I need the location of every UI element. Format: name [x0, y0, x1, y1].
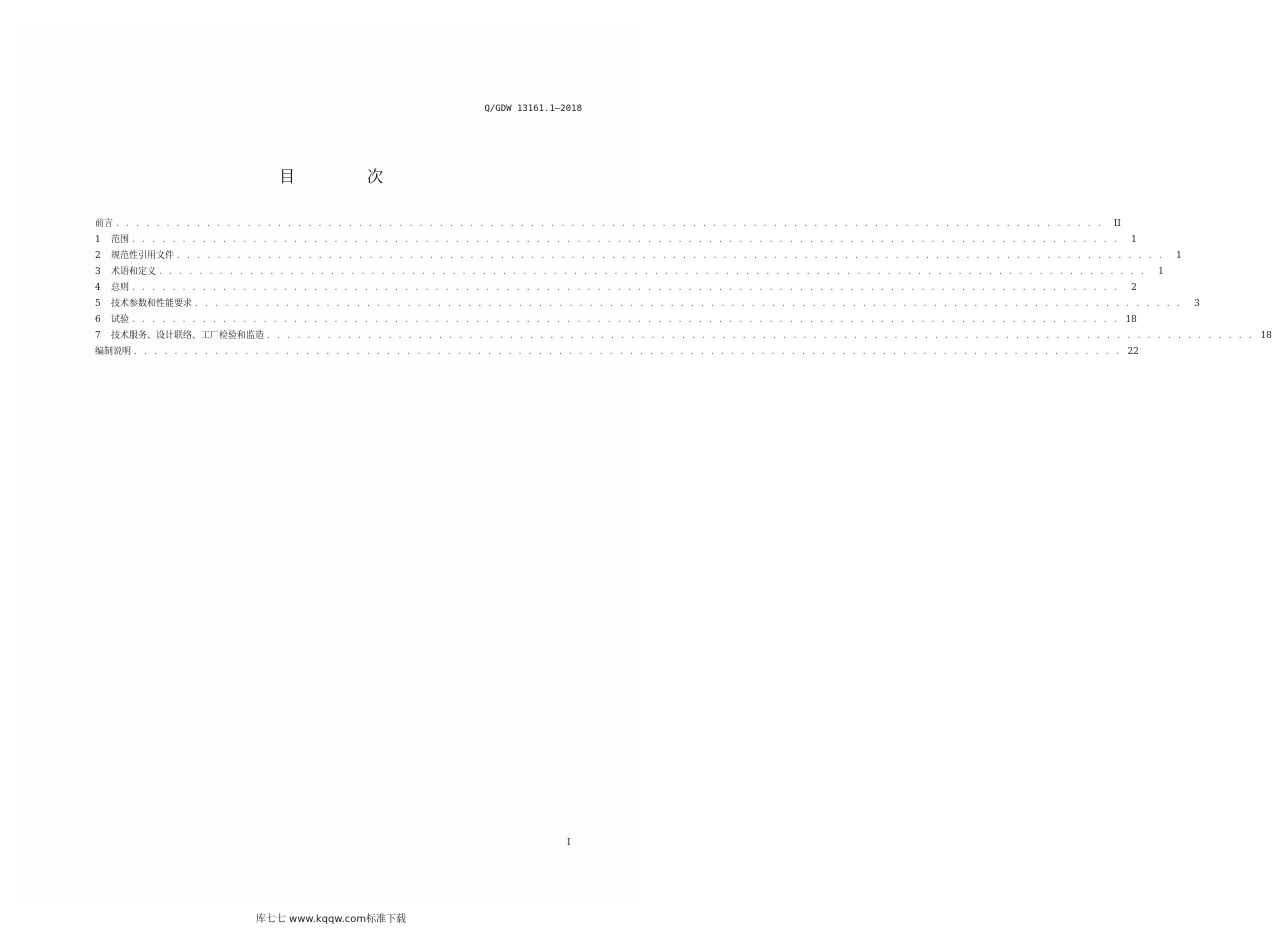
table-of-contents	[95, 216, 1272, 360]
toc-entry-number: 5	[95, 299, 101, 309]
document-page	[22, 24, 640, 904]
toc-entry-terms-definitions[interactable]	[95, 264, 1164, 280]
toc-entry-tests[interactable]	[95, 312, 1137, 328]
toc-entry-number: 7	[95, 331, 101, 341]
toc-entry-label: 总则	[111, 283, 130, 293]
toc-entry-compilation-notes[interactable]	[95, 344, 1139, 360]
toc-leader-dots: . . . . . . . . . . . . . . . . . . . . . . . . . . . . . . . . . . . . . . . . . . . . . . . . . . . . . . . . . . . . . . . . . . . . . . . . . . . . . . . . . . . . . . . . . . . . . . . . . .	[134, 347, 1121, 357]
toc-leader-dots: . . . . . . . . . . . . . . . . . . . . . . . . . . . . . . . . . . . . . . . . . . . . . . . . . . . . . . . . . . . . . . . . . . . . . . . . . . . . . . . . . . . . . . . . . . . . . . . . . .	[132, 235, 1119, 245]
toc-entry-label: 技术参数和性能要求	[111, 299, 193, 309]
toc-entry-page: 1	[1176, 251, 1182, 261]
toc-entry-page: 18	[1260, 331, 1272, 341]
toc-entry-normative-references[interactable]	[95, 248, 1182, 264]
toc-entry-label: 前言	[95, 219, 114, 229]
toc-entry-page: 3	[1194, 299, 1200, 309]
toc-entry-page: 18	[1125, 315, 1137, 325]
toc-leader-dots: . . . . . . . . . . . . . . . . . . . . . . . . . . . . . . . . . . . . . . . . . . . . . . . . . . . . . . . . . . . . . . . . . . . . . . . . . . . . . . . . . . . . . . . . . . . . . . . . . .	[159, 267, 1146, 277]
toc-entry-label: 编制说明	[95, 347, 132, 357]
toc-entry-scope[interactable]	[95, 232, 1137, 248]
toc-leader-dots: . . . . . . . . . . . . . . . . . . . . . . . . . . . . . . . . . . . . . . . . . . . . . . . . . . . . . . . . . . . . . . . . . . . . . . . . . . . . . . . . . . . . . . . . . . . . . . . . . .	[267, 331, 1254, 341]
toc-entry-number: 2	[95, 251, 101, 261]
toc-entry-page: 1	[1131, 235, 1137, 245]
document-code: Q/GDW 13161.1—2018	[484, 104, 582, 114]
toc-leader-dots: . . . . . . . . . . . . . . . . . . . . . . . . . . . . . . . . . . . . . . . . . . . . . . . . . . . . . . . . . . . . . . . . . . . . . . . . . . . . . . . . . . . . . . . . . . . . . . . . . .	[177, 251, 1164, 261]
toc-entry-label: 范围	[111, 235, 130, 245]
toc-entry-general[interactable]	[95, 280, 1137, 296]
toc-entry-number: 6	[95, 315, 101, 325]
toc-entry-page: 2	[1131, 283, 1137, 293]
toc-entry-foreword[interactable]	[95, 216, 1121, 232]
page-number: I	[567, 838, 571, 848]
toc-entry-page: 1	[1158, 267, 1164, 277]
toc-entry-number: 3	[95, 267, 101, 277]
toc-entry-label: 规范性引用文件	[111, 251, 175, 261]
toc-leader-dots: . . . . . . . . . . . . . . . . . . . . . . . . . . . . . . . . . . . . . . . . . . . . . . . . . . . . . . . . . . . . . . . . . . . . . . . . . . . . . . . . . . . . . . . . . . . . . . . . . .	[116, 219, 1103, 229]
toc-entry-technical-parameters[interactable]	[95, 296, 1200, 312]
toc-entry-label: 试验	[111, 315, 130, 325]
toc-leader-dots: . . . . . . . . . . . . . . . . . . . . . . . . . . . . . . . . . . . . . . . . . . . . . . . . . . . . . . . . . . . . . . . . . . . . . . . . . . . . . . . . . . . . . . . . . . . . . . . . . .	[132, 283, 1119, 293]
toc-entry-number: 4	[95, 283, 101, 293]
toc-entry-page: II	[1113, 219, 1121, 229]
toc-title: 目 次	[278, 167, 411, 186]
toc-entry-label: 术语和定义	[111, 267, 157, 277]
toc-leader-dots: . . . . . . . . . . . . . . . . . . . . . . . . . . . . . . . . . . . . . . . . . . . . . . . . . . . . . . . . . . . . . . . . . . . . . . . . . . . . . . . . . . . . . . . . . . . . . . . . . .	[195, 299, 1182, 309]
toc-entry-technical-service[interactable]	[95, 328, 1272, 344]
footer-watermark: 库七七 www.kqqw.com标准下载	[255, 914, 407, 925]
toc-leader-dots: . . . . . . . . . . . . . . . . . . . . . . . . . . . . . . . . . . . . . . . . . . . . . . . . . . . . . . . . . . . . . . . . . . . . . . . . . . . . . . . . . . . . . . . . . . . . . . . . . .	[132, 315, 1119, 325]
toc-entry-number: 1	[95, 235, 101, 245]
toc-entry-label: 技术服务、设计联络、工厂检验和监造	[111, 331, 265, 341]
toc-entry-page: 22	[1127, 347, 1139, 357]
